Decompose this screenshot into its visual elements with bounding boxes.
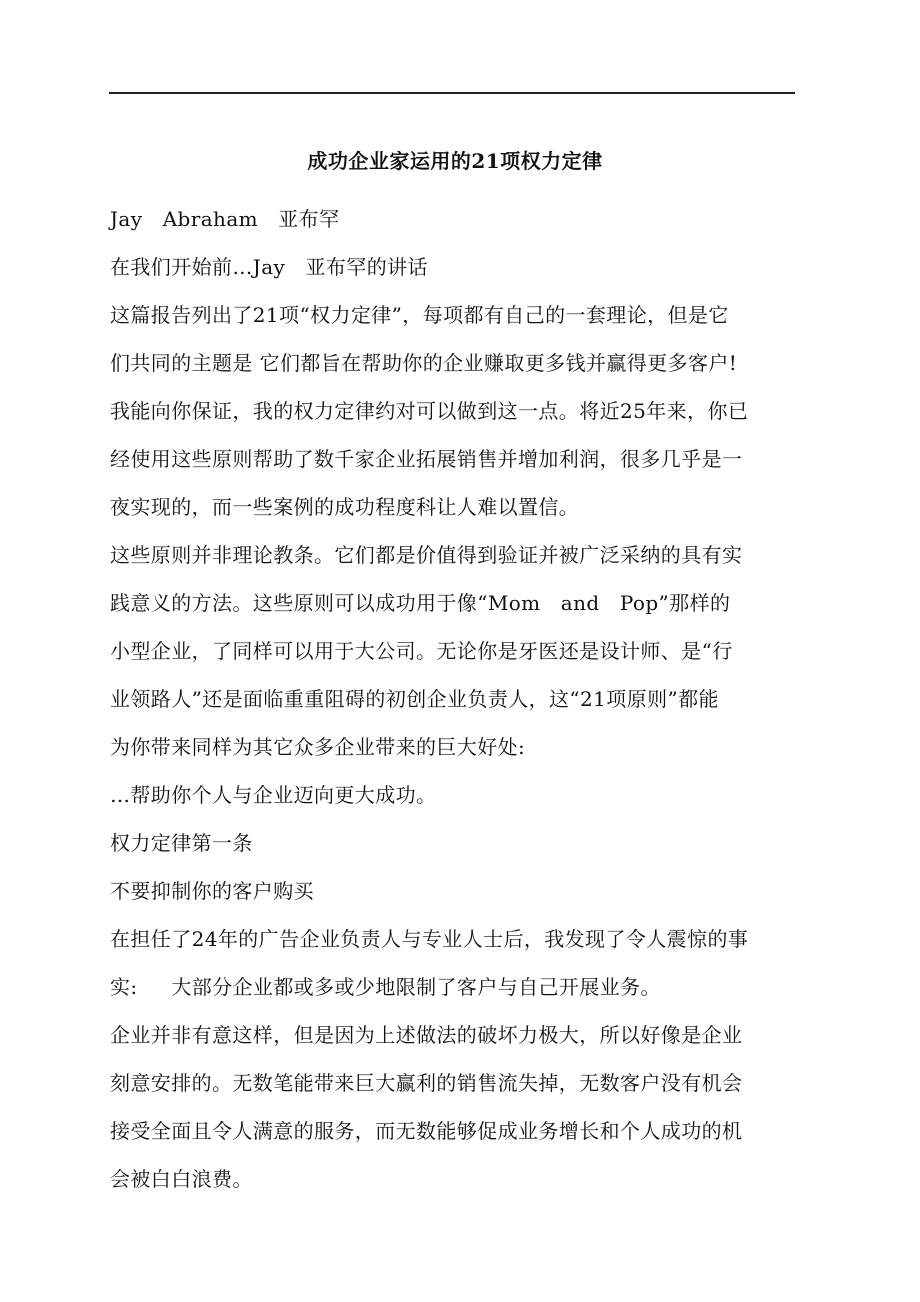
- paragraph-line: 夜实现的，而一些案例的成功程度科让人难以置信。: [110, 495, 580, 519]
- header-rule: [109, 92, 795, 94]
- section-heading: 权力定律第一条: [110, 831, 253, 855]
- paragraph-line: 们共同的主题是 它们都旨在帮助你的企业赚取更多钱并赢得更多客户!: [110, 351, 738, 375]
- section-subheading: 不要抑制你的客户购买: [110, 879, 314, 903]
- paragraph-line: 实: 大部分企业都或多或少地限制了客户与自己开展业务。: [110, 975, 661, 999]
- paragraph-line: 这些原则并非理论教条。它们都是价值得到验证并被广泛采纳的具有实: [110, 543, 743, 567]
- paragraph-line: 践意义的方法。这些原则可以成功用于像“Mom and Pop”那样的: [110, 591, 731, 615]
- paragraph-line: 这篇报告列出了21项“权力定律”，每项都有自己的一套理论，但是它: [110, 303, 729, 327]
- paragraph-line: 我能向你保证，我的权力定律约对可以做到这一点。将近25年来，你已: [110, 399, 749, 423]
- paragraph-line: 接受全面且令人满意的服务，而无数能够促成业务增长和个人成功的机: [110, 1119, 743, 1143]
- paragraph-line: 刻意安排的。无数笔能带来巨大赢利的销售流失掉，无数客户没有机会: [110, 1071, 743, 1095]
- document-title: 成功企业家运用的21项权力定律: [307, 149, 603, 173]
- paragraph-line: 在担任了24年的广告企业负责人与专业人士后，我发现了令人震惊的事: [110, 927, 749, 951]
- paragraph-line: 会被白白浪费。: [110, 1167, 253, 1191]
- paragraph-line: 业领路人”还是面临重重阻碍的初创企业负责人，这“21项原则”都能: [110, 687, 719, 711]
- paragraph-line: 经使用这些原则帮助了数千家企业拓展销售并增加利润，很多几乎是一: [110, 447, 743, 471]
- document-page: [110, 145, 800, 1203]
- paragraph-line: 为你带来同样为其它众多企业带来的巨大好处:: [110, 735, 526, 759]
- author-line: Jay Abraham 亚布罕: [110, 207, 340, 231]
- paragraph-line: 小型企业，了同样可以用于大公司。无论你是牙医还是设计师、是“行: [110, 639, 733, 663]
- paragraph-line: 企业并非有意这样，但是因为上述做法的破坏力极大，所以好像是企业: [110, 1023, 743, 1047]
- paragraph-line: …帮助你个人与企业迈向更大成功。: [110, 783, 437, 807]
- intro-heading: 在我们开始前…Jay 亚布罕的讲话: [110, 255, 428, 279]
